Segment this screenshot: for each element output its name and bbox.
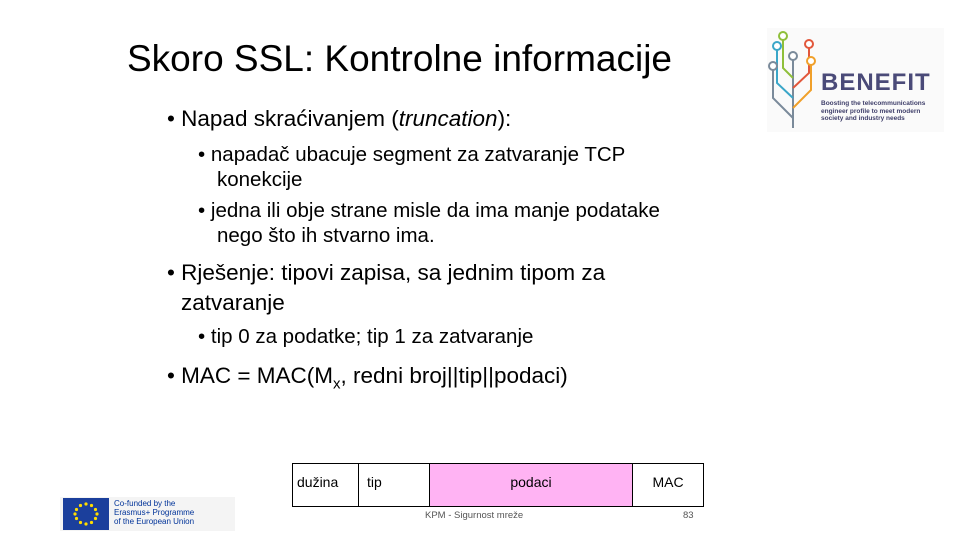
sub-bullet-parties [198,199,660,223]
bullet-text: jedna ili obje strane misle da ima manje podatake [210,199,660,222]
bullet-text: MAC = MAC(M [181,363,334,388]
bullet-text: napadač ubacuje segment za zatvaranje TCP [210,143,626,166]
sub-bullet-parties-cont: nego što ih stvarno ima. [217,224,435,247]
sub-bullet-types [198,325,533,349]
bullet-text: tip 0 za podatke; tip 1 za zatvaranje [210,325,534,348]
bullet-truncation [167,106,511,132]
bullet-mac [167,363,568,393]
page-number: 83 [683,510,694,521]
bullet-marker: • [167,106,175,131]
bullet-text: Rješenje: tipovi zapisa, sa jednim tipom za [181,260,606,285]
record-format-diagram [292,463,704,507]
eu-line-3: of the European Union [114,517,195,526]
eu-flag-icon [63,498,109,530]
bullet-text: Napad skraćivanjem ( [181,106,399,131]
eu-line-2: Erasmus+ Programme [114,508,195,517]
eu-caption [114,499,194,526]
bullet-text-end: , redni broj||tip||podaci) [340,363,568,388]
benefit-tagline: Boosting the telecommunications engineer profile to meet modern society and industry needs [821,100,926,122]
bullet-marker: • [198,325,206,348]
eu-line-1: Co-funded by the [114,499,176,508]
field-mac: MAC [633,463,704,507]
field-length: dužina [292,463,359,507]
sub-bullet-attacker [198,143,625,167]
bullet-solution-cont: zatvaranje [181,290,285,315]
bullet-marker: • [167,260,175,285]
benefit-wordmark: BENEFIT [821,69,931,96]
slide-title: Skoro SSL: Kontrolne informacije [127,38,672,79]
bullet-marker: • [198,199,206,222]
eu-erasmus-logo [60,497,235,531]
footer-course: KPM - Sigurnost mreže [425,510,524,521]
sub-bullet-attacker-cont: konekcije [217,168,303,191]
bullet-solution [167,260,605,286]
subscript: x [333,375,341,393]
circuit-tree-icon [767,28,819,132]
bullet-italic: truncation [398,106,498,131]
field-type: tip [359,463,430,507]
benefit-logo [767,28,944,132]
field-data: podaci [430,463,633,507]
bullet-marker: • [198,143,206,166]
bullet-marker: • [167,363,175,388]
eu-stars-icon [63,498,109,530]
bullet-text-end: ): [497,106,512,131]
